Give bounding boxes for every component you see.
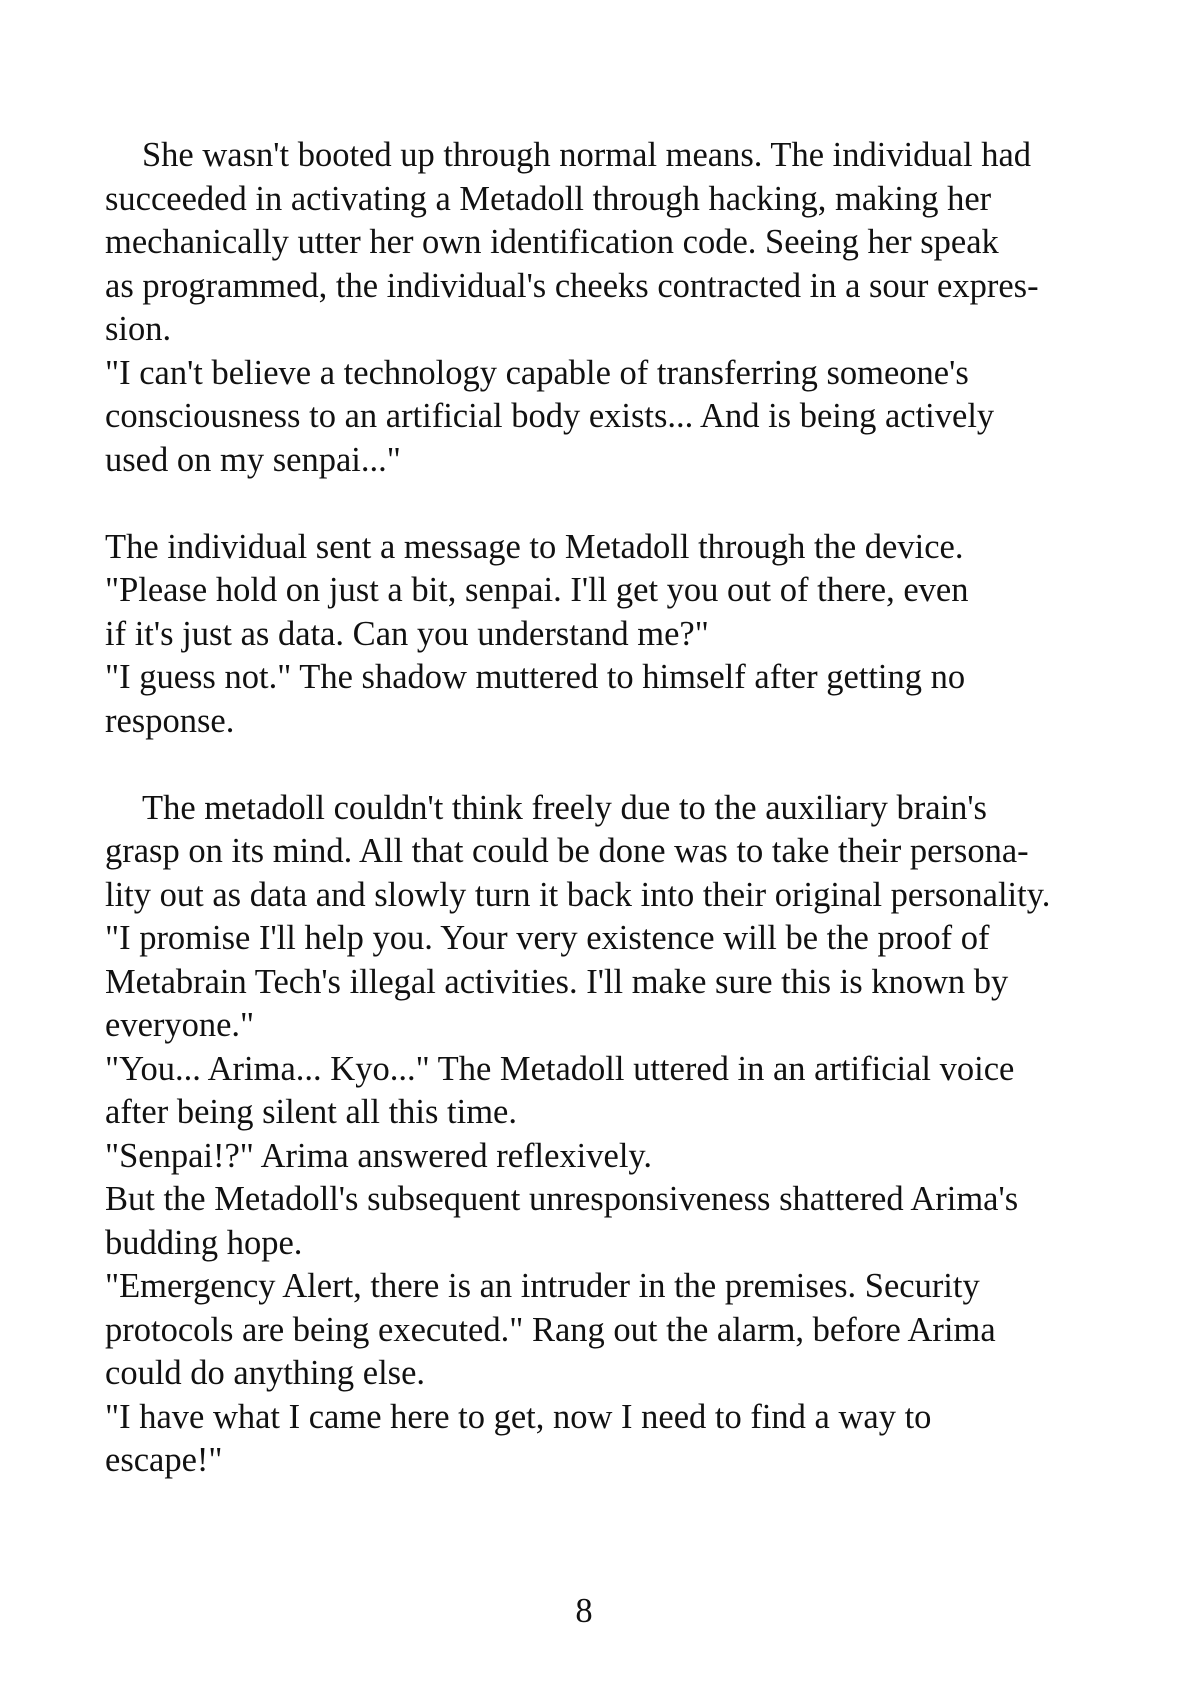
- text-line: "Senpai!?" Arima answered reflexively.: [105, 1136, 653, 1175]
- text-line: after being silent all this time.: [105, 1093, 517, 1131]
- text-line: mechanically utter her own identification code. Seeing her speak: [105, 223, 999, 261]
- text-line: "I guess not." The shadow muttered to himself after getting no: [105, 658, 966, 696]
- text-line: succeeded in activating a Metadoll through hacking, making her: [105, 179, 992, 218]
- text-line: everyone.": [105, 1006, 255, 1044]
- text-line: if it's just as data. Can you understand me?": [105, 614, 709, 653]
- text-line: "I can't believe a technology capable of transferring someone's: [105, 353, 969, 392]
- text-line: budding hope.: [105, 1223, 303, 1262]
- page-number: 8: [575, 1592, 593, 1630]
- text-line: Metabrain Tech's illegal activities. I'll make sure this is known by: [105, 962, 1009, 1001]
- text-line: But the Metadoll's subsequent unresponsiveness shattered Arima's: [105, 1180, 1019, 1218]
- text-line: could do anything else.: [105, 1354, 426, 1392]
- text-line: "I promise I'll help you. Your very existence will be the proof of: [105, 919, 990, 957]
- paragraph-break: [105, 743, 1105, 787]
- text-line: consciousness to an artificial body exists... And is being actively: [105, 397, 995, 435]
- text-line: lity out as data and slowly turn it back into their original personality.: [105, 875, 1051, 914]
- text-line: "Emergency Alert, there is an intruder in the premises. Security: [105, 1267, 980, 1305]
- text-line: escape!": [105, 1441, 223, 1479]
- body-text: [105, 134, 1105, 1483]
- paragraph-break: [105, 482, 1105, 526]
- text-line: response.: [105, 701, 235, 740]
- text-line: "I have what I came here to get, now I need to find a way to: [105, 1397, 932, 1436]
- text-line: as programmed, the individual's cheeks contracted in a sour expres-: [105, 266, 1039, 305]
- text-line: "Please hold on just a bit, senpai. I'll get you out of there, even: [105, 571, 969, 609]
- text-line: "You... Arima... Kyo..." The Metadoll uttered in an artificial voice: [105, 1049, 1015, 1088]
- text-line: The individual sent a message to Metadoll through the device.: [105, 527, 964, 566]
- text-line: used on my senpai...": [105, 440, 401, 479]
- text-line: protocols are being executed." Rang out the alarm, before Arima: [105, 1310, 996, 1349]
- text-line: The metadoll couldn't think freely due to the auxiliary brain's: [142, 788, 987, 827]
- text-line: grasp on its mind. All that could be done was to take their persona-: [105, 832, 1029, 870]
- text-line: She wasn't booted up through normal means. The individual had: [142, 136, 1032, 174]
- text-line: sion.: [105, 310, 172, 348]
